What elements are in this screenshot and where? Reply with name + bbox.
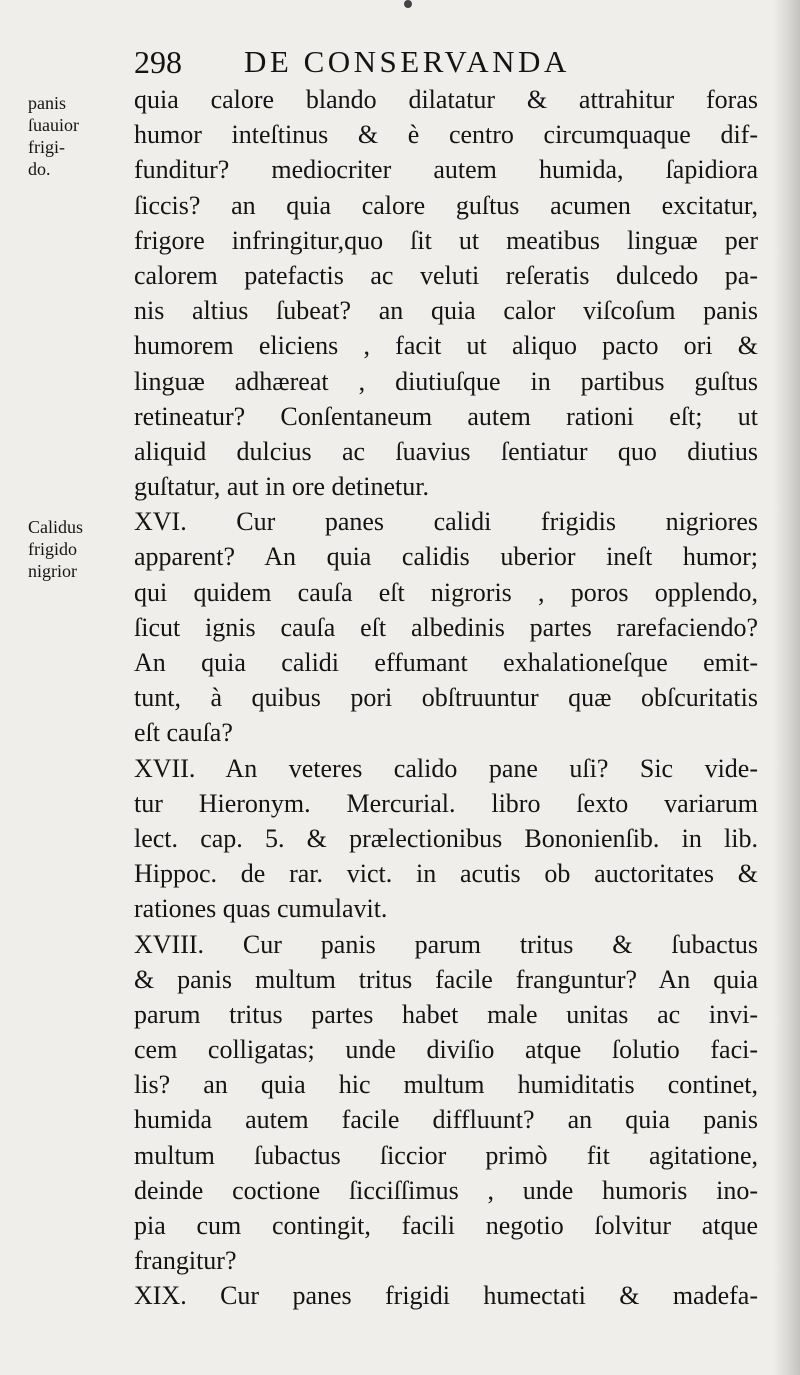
running-title: DE CONSERVANDA <box>244 44 570 79</box>
margin-note-line: frigido <box>28 539 77 559</box>
text-line: qui quidem cauſa eſt nigroris , poros opplendo, <box>134 577 758 607</box>
text-line: rationes quas cumulavit. <box>134 894 388 924</box>
text-line: apparent? An quia calidis uberior ineſt humor; <box>134 542 758 572</box>
text-line: quia calore blando dilatatur & attrahitur foras <box>134 85 758 114</box>
text-line: pia cum contingit, facili negotio ſolvitur atque <box>134 1211 758 1240</box>
page-number: 298 <box>134 44 182 80</box>
text-line: multum ſubactus ſiccior primò fit agitatione, <box>134 1140 758 1170</box>
text-line: lect. cap. 5. & prælectionibus Bononienſib. in lib. <box>134 823 758 853</box>
text-line: cem colligatas; unde diviſio atque ſolutio faci- <box>134 1035 758 1065</box>
text-line: guſtatur, aut in ore detinetur. <box>134 472 429 502</box>
text-line: linguæ adhæreat , diutiuſque in partibus guſtus <box>134 366 758 396</box>
text-line: Hippoc. de rar. vict. in acutis ob auctoritates & <box>134 859 758 889</box>
text-line: aliquid dulcius ac ſuavius ſentiatur quo diutius <box>134 436 758 466</box>
text-line: An quia calidi effumant exhalationeſque emit- <box>134 648 758 677</box>
text-line: tur Hieronym. Mercurial. libro ſexto variarum <box>134 788 758 818</box>
margin-note-line: do. <box>28 159 51 179</box>
text-line: & panis multum tritus facile franguntur? An quia <box>134 964 758 994</box>
margin-note-line: panis <box>28 93 66 113</box>
text-line: XVIII. Cur panis parum tritus & ſubactus <box>134 929 758 959</box>
margin-note-line: ſuauior <box>28 115 79 135</box>
text-line: XVII. An veteres calido pane uſi? Sic vide- <box>134 753 758 783</box>
text-line: humida autem facile diffluunt? an quia panis <box>134 1105 758 1135</box>
text-line: eſt cauſa? <box>134 718 233 748</box>
text-line: humor inteſtinus & è centro circumquaque dif- <box>134 120 758 150</box>
text-line: frigore infringitur,quo ſit ut meatibus linguæ per <box>134 225 758 255</box>
text-line: nis altius ſubeat? an quia calor viſcoſum panis <box>134 296 758 326</box>
text-line: lis? an quia hic multum humiditatis continet, <box>134 1070 758 1100</box>
text-line: XVI. Cur panes calidi frigidis nigriores <box>134 507 758 537</box>
ink-mark <box>404 0 412 8</box>
text-line: tunt, à quibus pori obſtruuntur quæ obſcuritatis <box>134 683 758 713</box>
page-edge-shadow <box>774 0 800 1375</box>
text-line: calorem patefactis ac veluti reſeratis dulcedo pa- <box>134 260 758 290</box>
text-line: parum tritus partes habet male unitas ac invi- <box>134 999 758 1029</box>
text-line: ſiccis? an quia calore guſtus acumen excitatur, <box>134 190 758 220</box>
margin-note-line: frigi- <box>28 137 65 157</box>
text-line: ſicut ignis cauſa eſt albedinis partes rarefaciendo? <box>134 612 758 642</box>
margin-note-panis <box>28 92 128 180</box>
text-line: retineatur? Conſentaneum autem rationi eſt; ut <box>134 401 758 431</box>
body-text <box>134 82 758 1314</box>
text-line: frangitur? <box>134 1246 237 1276</box>
text-line: humorem eliciens , facit ut aliquo pacto ori & <box>134 331 758 361</box>
text-line: deinde coctione ſicciſſimus , unde humoris ino- <box>134 1175 758 1205</box>
running-head <box>134 42 754 82</box>
text-line: funditur? mediocriter autem humida, ſapidiora <box>134 155 758 185</box>
text-line: XIX. Cur panes frigidi humectati & madefa- <box>134 1281 758 1311</box>
margin-note-calidus <box>28 516 128 582</box>
margin-note-line: nigrior <box>28 561 77 581</box>
margin-note-line: Calidus <box>28 517 84 537</box>
